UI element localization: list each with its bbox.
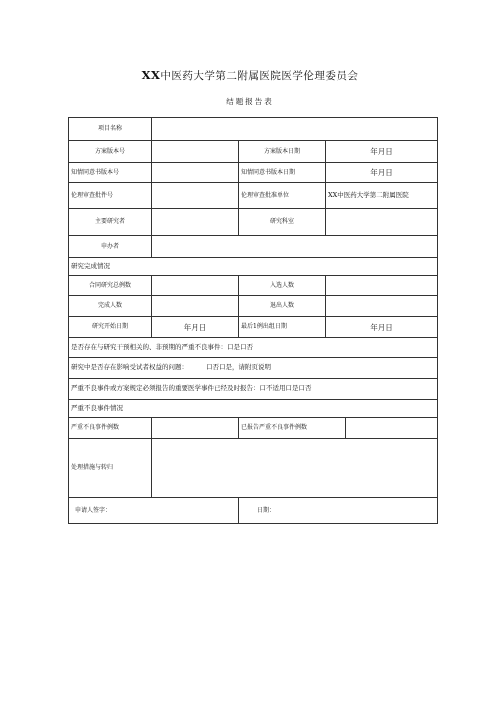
start-date-field[interactable]: 年月日: [152, 317, 239, 338]
rights-question-options[interactable]: 口否口是，请附页说明: [206, 363, 271, 372]
consent-version-label: 知情同意书版本号: [69, 163, 152, 183]
sae-reported-label: 已报告严重不良事件例数: [239, 418, 346, 439]
research-department-label: 研究科室: [239, 209, 326, 236]
unexpected-ae-question[interactable]: 是否存在与研究干预相关的、非预期的严重不良事件：口是口否: [69, 338, 438, 358]
row-sae-counts: [69, 418, 438, 439]
row-completion-section: [69, 258, 438, 276]
last-exit-date-label: 最后1例出组日期: [239, 317, 326, 338]
start-date-label: 研究开始日期: [69, 317, 152, 338]
completed-cases-field[interactable]: [152, 296, 239, 317]
ethics-approval-no-field[interactable]: [152, 183, 239, 209]
row-unexpected-ae: [69, 338, 438, 358]
row-sae-report: [69, 379, 438, 400]
withdrawn-cases-label: 退出人数: [239, 296, 326, 317]
row-measures: [69, 439, 438, 498]
rights-question[interactable]: [69, 358, 438, 379]
sae-count-field[interactable]: [152, 418, 239, 439]
row-rights-question: [69, 358, 438, 379]
project-name-field[interactable]: [152, 118, 438, 141]
measures-label: 处理措施与转归: [69, 439, 152, 498]
row-project-name: [69, 118, 438, 141]
row-consent: [69, 163, 438, 183]
sae-section-heading: 严重不良事件情况: [69, 400, 438, 418]
rights-question-text: 研究中是否存在影响受试者权益的问题：: [71, 363, 188, 372]
completion-section-heading: 研究完成情况: [69, 258, 438, 276]
closure-report-form: [68, 117, 438, 524]
row-dates: [69, 317, 438, 338]
applicant-field[interactable]: [152, 236, 438, 258]
form-subtitle: 结题报告表: [226, 97, 274, 106]
research-department-field[interactable]: [326, 209, 438, 236]
completed-cases-label: 完成人数: [69, 296, 152, 317]
page-title: [0, 68, 500, 83]
total-cases-field[interactable]: [152, 276, 239, 296]
enrolled-cases-label: 入选人数: [239, 276, 326, 296]
consent-date-label: 知情同意书版本日期: [239, 163, 326, 183]
protocol-date-field[interactable]: 年月日: [326, 141, 438, 163]
measures-field[interactable]: [152, 439, 438, 498]
sae-reported-field[interactable]: [346, 418, 438, 439]
ethics-approval-unit-label: 伦理审查批准单位: [239, 183, 326, 209]
page-title-text: 中医药大学第二附属医院医学伦理委员会: [160, 70, 359, 82]
sae-count-label: 严重不良事件例数: [69, 418, 152, 439]
protocol-date-label: 方案版本日期: [239, 141, 326, 163]
row-signature: [69, 498, 438, 524]
project-name-label: 项目名称: [69, 118, 152, 141]
row-case-counts: [69, 276, 438, 296]
ethics-approval-unit-field[interactable]: XX中医药大学第二附属医院: [326, 183, 438, 209]
total-cases-label: 合同研究总例数: [69, 276, 152, 296]
row-investigator: [69, 209, 438, 236]
row-protocol: [69, 141, 438, 163]
sae-report-question[interactable]: 严重不良事件或方案规定必须报告的重要医学事件已经及时报告：口不适用口是口否: [69, 379, 438, 400]
applicant-label: 申办者: [69, 236, 152, 258]
applicant-signature-label[interactable]: 申请人签字：: [69, 498, 239, 524]
principal-investigator-label: 主要研究者: [69, 209, 152, 236]
consent-version-field[interactable]: [152, 163, 239, 183]
protocol-version-label: 方案版本号: [69, 141, 152, 163]
principal-investigator-field[interactable]: [152, 209, 239, 236]
page-title-prefix: XX: [141, 68, 161, 82]
row-ethics-approval: [69, 183, 438, 209]
protocol-version-field[interactable]: [152, 141, 239, 163]
row-sae-section: [69, 400, 438, 418]
date-label[interactable]: 日期：: [239, 498, 438, 524]
last-exit-date-field[interactable]: 年月日: [326, 317, 438, 338]
row-completion-counts: [69, 296, 438, 317]
enrolled-cases-field[interactable]: [326, 276, 438, 296]
consent-date-field[interactable]: 年月日: [326, 163, 438, 183]
withdrawn-cases-field[interactable]: [326, 296, 438, 317]
ethics-approval-no-label: 伦理审查批件号: [69, 183, 152, 209]
row-applicant: [69, 236, 438, 258]
